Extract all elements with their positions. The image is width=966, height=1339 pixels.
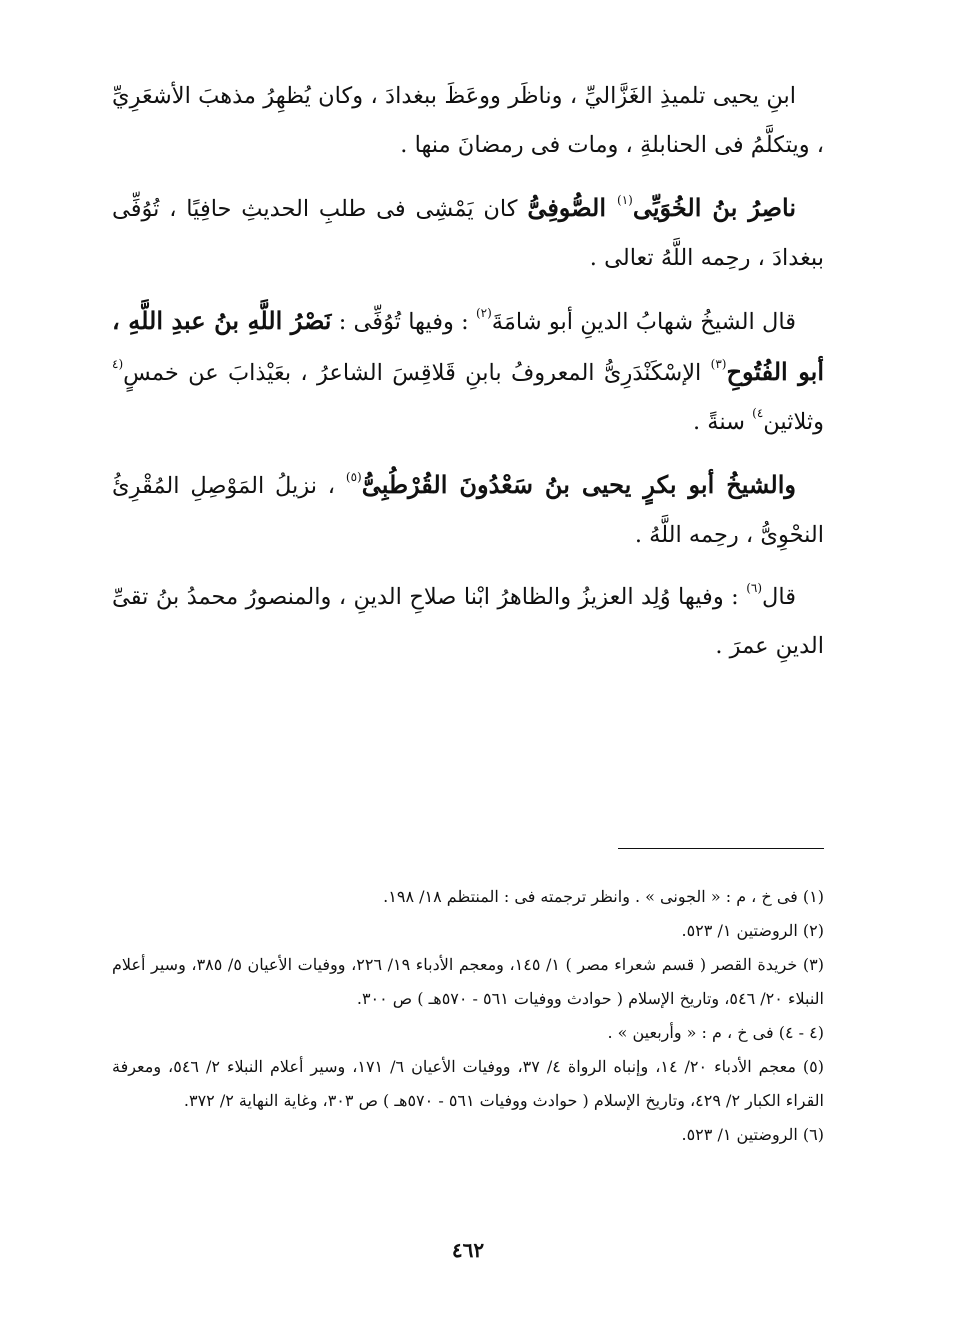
page-number: ٤٦٢ — [451, 1238, 485, 1262]
text-run: قال — [762, 584, 796, 610]
person-name: الصُّوفِىُّ — [527, 193, 618, 222]
paragraph-3 — [112, 296, 824, 447]
footnote-1: (١) فى خ ، م : « الجونى » . وانظر ترجمته فى : المنتظم ١٨/ ١٩٨. — [383, 887, 824, 906]
footnote-marker: (٥) — [345, 470, 362, 484]
footnote-4: (٤ - ٤) فى خ ، م : « وأربعين » . — [607, 1023, 824, 1042]
text-run: : وفيها تُوُفِّى : — [331, 309, 476, 335]
footnote-marker: (٤ — [112, 357, 124, 371]
book-page — [112, 72, 824, 1302]
text-run: ، نزيلُ المَوْصِلِ المُقْرِئُ النحْوِىُّ ، رحِمه اللَّهُ . — [112, 473, 824, 548]
text-run: : وفيها وُلِد العزيزُ والظاهرُ ابْنا صلاحِ الدينِ ، والمنصورُ محمدُ بنُ تقىِّ الدينِ عمرَ . — [112, 584, 824, 659]
person-name: نَصْرُ اللَّهِ بنُ عبدِ اللَّهِ ، أبو الفُتُوحِ — [112, 306, 824, 386]
footnote-separator — [618, 848, 824, 849]
footnote-marker: (١) — [617, 193, 633, 207]
footnotes-section — [112, 880, 824, 1152]
footnote-marker: ٤) — [752, 406, 764, 420]
footnote-3: (٣) خريدة القصر ( قسم شعراء مصر ) ١/ ١٤٥، ومعجم الأدباء ١٩/ ٢٢٦، ووفيات الأعيان ٥/ ٣٨٥، وسير أعلام النبلاء ٢٠/ ٥٤٦، وتاريخ الإسلام ( حوادث ووفيات ٥٦١ - ٥٧٠هـ ) ص ٣٠٠. — [112, 955, 824, 1008]
text-run: الإسْكَنْدَرِىُّ المعروفُ بابنِ قَلاقِسَ الشاعرُ ، بعَيْذابَ عن خمسٍ — [123, 360, 711, 386]
footnote-2: (٢) الروضتين ١/ ٥٢٣. — [681, 921, 824, 940]
main-text — [112, 72, 824, 671]
text-run: ابنِ يحيى تلميذِ الغَزَّاليِّ ، وناظَر ووعَظَ ببغدادَ ، وكان يُظهِرُ مذهبَ الأشعَرِيِّ ، ويتكلَّمُ فى الحنابلةِ ، ومات فى رمضانَ منها . — [112, 83, 824, 158]
paragraph-2 — [112, 183, 824, 283]
paragraph-5 — [112, 573, 824, 671]
paragraph-4 — [112, 460, 824, 560]
text-run: سنةً . — [692, 409, 753, 435]
text-run: كان يَمْشِى فى طلبِ الحديثِ حافِيًا ، تُوُفِّى ببغدادَ ، رحِمه اللَّهُ تعالى . — [112, 196, 824, 271]
footnote-5: (٥) معجم الأدباء ٢٠/ ١٤، وإنباه الرواة ٤/ ٣٧، ووفيات الأعيان ٦/ ١٧١، وسير أعلام النبلاء ٢/ ٥٤٦، ومعرفة القراء الكبار ٢/ ٤٢٩، وتاريخ الإسلام ( حوادث ووفيات ٥٦١ - ٥٧٠هـ ) ص ٣٠٣، وغاية النهاية ٢/ ٣٧٢. — [112, 1057, 824, 1110]
footnote-marker: (٦) — [746, 581, 763, 595]
person-name: ناصِرُ بنُ الخُوَيِّى — [632, 193, 797, 222]
paragraph-1 — [112, 72, 824, 170]
text-run: قال الشيخُ شهابُ الدينِ أبو شامَةَ — [491, 309, 797, 335]
person-name: والشيخُ أبو بكرٍ يحيى بنُ سَعْدُونَ القُرْطُبِىُّ — [361, 470, 796, 499]
text-run: وثلاثين — [763, 409, 824, 435]
footnote-marker: (٢) — [475, 306, 492, 320]
footnote-marker: (٣) — [710, 357, 727, 371]
footnote-6: (٦) الروضتين ١/ ٥٢٣. — [681, 1125, 824, 1144]
